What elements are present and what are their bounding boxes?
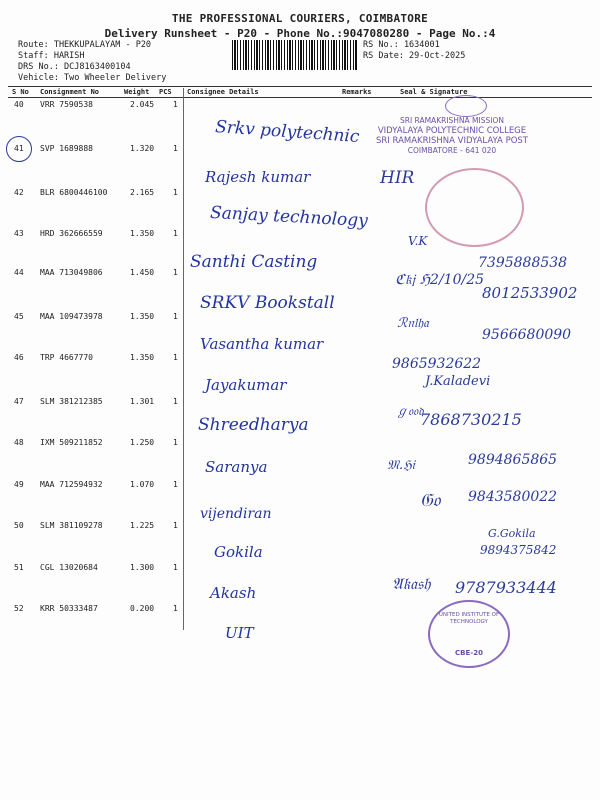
consignee-handwriting: Gokila (214, 543, 263, 561)
signature: J.Kaladevi (425, 374, 491, 389)
consignee-handwriting: Saranya (205, 458, 268, 476)
col-remarks: Remarks (342, 88, 372, 96)
signature-icon: ℛ𝔫𝔩𝔥𝔞 (397, 316, 429, 331)
consignee-handwriting: Jayakumar (205, 376, 287, 394)
phone-handwriting: 9787933444 (455, 578, 557, 597)
consignee-handwriting: UIT (225, 624, 254, 642)
table-row: 44 MAA 713049806 1.450 1 (14, 268, 178, 277)
barcode (232, 40, 358, 70)
table-row: 41 SVP 1689888 1.320 1 (14, 144, 178, 153)
col-consignment: Consignment No (40, 88, 100, 96)
signature: G.Gokila (488, 527, 536, 540)
rs-date: RS Date: 29-Oct-2025 (363, 51, 466, 61)
signature-icon: ℊ𝔬𝔬𝔡 (396, 404, 424, 418)
consignee-handwriting: Shreedharya (198, 415, 309, 435)
table-row: 52 KRR 50333487 0.200 1 (14, 604, 178, 613)
consignee-handwriting: Rajesh kumar (205, 168, 311, 186)
phone-handwriting: 8012533902 (482, 284, 578, 302)
table-row: 40 VRR 7590538 2.045 1 (14, 100, 178, 109)
faded-round-stamp (425, 168, 524, 247)
phone-handwriting: 9566680090 (482, 327, 572, 343)
runsheet-subtitle: Delivery Runsheet - P20 - Phone No.:9047080280 - Page No.:4 (104, 27, 496, 40)
rs-number: RS No.: 1634001 (363, 40, 440, 50)
col-seal-signature: Seal & Signature (400, 88, 468, 96)
signature-icon: 𝔊𝔬 (420, 490, 441, 511)
route-label: Route: THEKKUPALAYAM - P20 (18, 40, 152, 50)
phone-handwriting: 9894865865 (468, 452, 558, 468)
signature-icon: 𝔐.ℌ𝔦 (387, 458, 415, 473)
vehicle-label: Vehicle: Two Wheeler Delivery (18, 73, 167, 83)
col-consignee: Consignee Details (187, 88, 259, 96)
signature-icon: 𝔄𝔨𝔞𝔰𝔥 (392, 574, 431, 593)
table-row: 42 BLR 6800446100 2.165 1 (14, 188, 178, 197)
consignee-handwriting: vijendiran (200, 506, 272, 522)
staff-label: Staff: HARISH (18, 51, 85, 61)
phone-handwriting: 9843580022 (468, 489, 558, 505)
consignee-handwriting: Santhi Casting (190, 252, 318, 272)
remarks-handwriting: HIR (380, 168, 415, 188)
drs-number: DRS No.: DCJ8163400104 (18, 62, 131, 72)
col-pcs: PCS (159, 88, 172, 96)
consignee-handwriting: SRKV Bookstall (200, 293, 335, 313)
table-row: 47 SLM 381212385 1.301 1 (14, 397, 178, 406)
table-row: 48 IXM 509211852 1.250 1 (14, 438, 178, 447)
phone-handwriting: 9865932622 (392, 356, 482, 372)
table-row: 43 HRD 362666559 1.350 1 (14, 229, 178, 238)
signature: V.K (408, 234, 428, 248)
consignee-handwriting: Sanjay technology (209, 202, 369, 232)
phone-handwriting: 7395888538 (478, 255, 568, 271)
consignee-handwriting: Akash (210, 584, 257, 602)
circled-row-mark (6, 136, 32, 162)
table-row: 51 CGL 13020684 1.300 1 (14, 563, 178, 572)
united-institute-stamp: UNITED INSTITUTE OF TECHNOLOGY CBE-20 (428, 600, 510, 668)
table-row: 46 TRP 4667770 1.350 1 (14, 353, 178, 362)
col-sno: S No (12, 88, 29, 96)
signature-icon: ℭ𝔨𝔧 ℌ2/10/25 (395, 272, 485, 288)
phone-handwriting: 9894375842 (480, 543, 557, 557)
company-title: THE PROFESSIONAL COURIERS, COIMBATORE (171, 12, 429, 25)
institution-seal: SRI RAMAKRISHNA MISSION VIDYALAYA POLYTECHNIC COLLEGE SRI RAMAKRISHNA VIDYALAYA POST COIMBATORE - 641 020 (376, 116, 528, 155)
consignee-handwriting: Srkv polytechnic (214, 116, 361, 148)
table-row: 45 MAA 109473978 1.350 1 (14, 312, 178, 321)
consignee-handwriting: Vasantha kumar (200, 335, 324, 353)
header-bottom-rule (8, 97, 592, 98)
signature-scribble (445, 95, 487, 117)
header-top-rule (8, 86, 592, 87)
table-row: 50 SLM 381109278 1.225 1 (14, 521, 178, 530)
phone-handwriting: 7868730215 (420, 410, 522, 429)
table-row: 49 MAA 712594932 1.070 1 (14, 480, 178, 489)
col-weight: Weight (124, 88, 150, 96)
